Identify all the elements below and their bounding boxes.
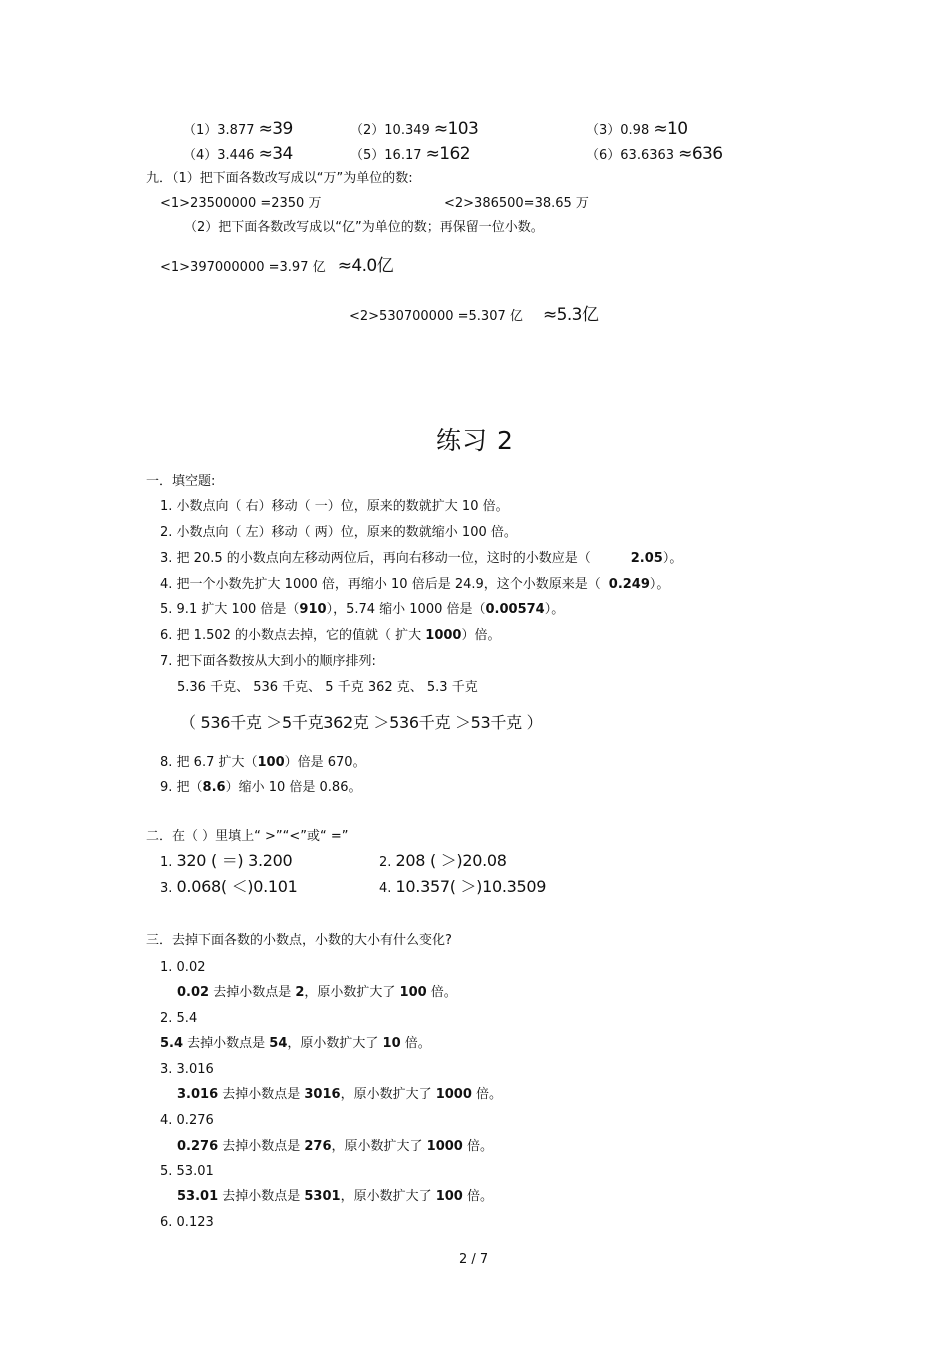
compare-number: 4. <box>379 881 392 896</box>
approx-label: （5）16.17 <box>350 148 422 163</box>
part3-item-number: 5. 53.01 <box>160 1164 214 1179</box>
answer-multiple: 100 <box>399 985 427 1000</box>
answer-multiple: 100 <box>435 1189 463 1204</box>
approx-value: ≈636 <box>678 144 723 164</box>
approx-item-3 <box>586 120 687 140</box>
answer-value: 3.016 <box>177 1087 219 1102</box>
answer-text: ，原小数扩大了 <box>340 1087 436 1102</box>
approx-value: ≈10 <box>653 119 688 139</box>
answer-text: 去掉小数点是 <box>209 985 296 1000</box>
approx-value: ≈162 <box>425 144 470 164</box>
item-text: 4. 把一个小数先扩大 1000 倍，再缩小 10 倍后是 24.9，这个小数原来是（ <box>160 577 601 592</box>
part2-compare-1 <box>160 852 292 872</box>
part1-item-9 <box>160 779 361 797</box>
answer-value: 0.02 <box>177 985 210 1000</box>
item-text: ）。 <box>544 602 565 617</box>
answer-multiple: 10 <box>382 1036 401 1051</box>
item-text: 5. 9.1 扩大 100 倍是（ <box>160 602 300 617</box>
item-text: ），5.74 缩小 1000 倍是（ <box>326 602 486 617</box>
part1-item-6 <box>160 627 501 645</box>
answer-text: ，原小数扩大了 <box>340 1189 436 1204</box>
part1-item-7: 7. 把下面各数按从大到小的顺序排列: <box>160 654 376 669</box>
answer-value: 0.276 <box>177 1139 219 1154</box>
answer-value: 53.01 <box>177 1189 219 1204</box>
approx-item-4 <box>183 145 293 165</box>
approx-value: ≈34 <box>258 144 293 164</box>
part2-compare-3 <box>160 878 298 898</box>
answer-result: 2 <box>295 985 305 1000</box>
part1-item-7-list: 5.36 千克、 536 千克、 5 千克 362 克、 5.3 千克 <box>177 680 478 695</box>
q9-b-text: <1>397000000 =3.97 亿 <box>160 260 326 275</box>
approx-label: （3）0.98 <box>586 123 650 138</box>
item-text: ）缩小 10 倍是 0.86。 <box>225 780 362 795</box>
part3-item-number: 6. 0.123 <box>160 1215 214 1230</box>
part2-compare-2 <box>379 852 507 872</box>
part1-heading: 一．填空题: <box>146 474 216 489</box>
part3-heading: 三．去掉下面各数的小数点，小数的大小有什么变化? <box>146 933 452 948</box>
approx-item-6 <box>586 145 722 165</box>
approx-label: （4）3.446 <box>183 148 255 163</box>
item-text: 9. 把（ <box>160 780 203 795</box>
approx-value: ≈103 <box>433 119 479 139</box>
item-answer: 2.05 <box>630 551 663 566</box>
q9-b-text: <2>530700000 =5.307 亿 <box>349 309 523 324</box>
compare-expression: 10.357( ＞)10.3509 <box>395 877 547 896</box>
approx-label: （2）10.349 <box>350 123 430 138</box>
part1-item-4 <box>160 576 669 594</box>
q9-b-answer-2 <box>349 306 598 326</box>
answer-result: 276 <box>304 1139 332 1154</box>
answer-result: 5301 <box>304 1189 341 1204</box>
part1-item-8 <box>160 754 366 772</box>
compare-expression: 0.068( ＜)0.101 <box>176 877 298 896</box>
part2-compare-4 <box>379 878 546 898</box>
approx-value: ≈39 <box>258 119 293 139</box>
answer-result: 3016 <box>304 1087 341 1102</box>
page-number: 2 / 7 <box>459 1252 489 1267</box>
q9-b-answer-1 <box>160 257 393 277</box>
item-text: ）倍。 <box>461 628 501 643</box>
approx-label: （1）3.877 <box>183 123 255 138</box>
part1-item-1: 1. 小数点向（ 右）移动（ 一）位，原来的数就扩大 10 倍。 <box>160 499 509 514</box>
compare-expression: 320 ( ＝) 3.200 <box>176 851 293 870</box>
item-text: 6. 把 1.502 的小数点去掉，它的值就（ 扩大 <box>160 628 422 643</box>
q9-answer-2: <2>386500=38.65 万 <box>444 196 589 211</box>
approx-item-2 <box>350 120 478 140</box>
answer-text: 倍。 <box>462 1189 493 1204</box>
answer-text: 去掉小数点是 <box>218 1189 305 1204</box>
item-answer: 910 <box>299 602 327 617</box>
part3-item-answer <box>177 1086 502 1104</box>
q9-heading: 九．（1）把下面各数改写成以“万”为单位的数: <box>146 171 413 186</box>
answer-text: ，原小数扩大了 <box>304 985 400 1000</box>
part3-item-number: 1. 0.02 <box>160 960 206 975</box>
part3-item-number: 2. 5.4 <box>160 1011 198 1026</box>
item-text: ）倍是 670。 <box>284 755 366 770</box>
q9-b-approx: ≈5.3亿 <box>543 305 599 325</box>
answer-text: 倍。 <box>426 985 457 1000</box>
part3-item-number: 3. 3.016 <box>160 1062 214 1077</box>
compare-number: 3. <box>160 881 173 896</box>
compare-number: 1. <box>160 855 173 870</box>
answer-multiple: 1000 <box>426 1139 463 1154</box>
part3-item-number: 4. 0.276 <box>160 1113 214 1128</box>
item-answer: 0.249 <box>608 577 650 592</box>
approx-item-1 <box>183 120 293 140</box>
answer-text: 去掉小数点是 <box>218 1139 305 1154</box>
item-answer: 0.00574 <box>485 602 545 617</box>
part3-item-answer <box>177 984 457 1002</box>
item-answer: 100 <box>257 755 285 770</box>
answer-text: 去掉小数点是 <box>183 1036 270 1051</box>
part3-item-answer <box>160 1035 431 1053</box>
q9-b-approx: ≈4.0亿 <box>337 256 394 276</box>
answer-text: 去掉小数点是 <box>218 1087 305 1102</box>
part2-heading: 二．在（ ）里填上“ >”“<”或“ =” <box>146 829 349 844</box>
item-text: ）。 <box>649 577 670 592</box>
answer-value: 5.4 <box>160 1036 184 1051</box>
item-text: ）。 <box>662 551 683 566</box>
answer-text: 倍。 <box>462 1139 493 1154</box>
answer-result: 54 <box>269 1036 288 1051</box>
item-answer: 8.6 <box>202 780 226 795</box>
item-text: 3. 把 20.5 的小数点向左移动两位后，再向右移动一位，这时的小数应是（ <box>160 551 591 566</box>
compare-expression: 208 ( ＞)20.08 <box>395 851 507 870</box>
section-title: 练习 2 <box>436 426 514 455</box>
answer-text: 倍。 <box>400 1036 431 1051</box>
item-text: 8. 把 6.7 扩大（ <box>160 755 258 770</box>
approx-label: （6）63.6363 <box>586 148 675 163</box>
part3-item-answer <box>177 1138 493 1156</box>
approx-item-5 <box>350 145 470 165</box>
answer-text: ，原小数扩大了 <box>287 1036 383 1051</box>
answer-text: 倍。 <box>471 1087 503 1102</box>
compare-number: 2. <box>379 855 392 870</box>
answer-multiple: 1000 <box>435 1087 472 1102</box>
answer-text: ，原小数扩大了 <box>331 1139 427 1154</box>
item-answer: 1000 <box>425 628 462 643</box>
part1-item-2: 2. 小数点向（ 左）移动（ 两）位，原来的数就缩小 100 倍。 <box>160 525 517 540</box>
q9-sub-heading: （2）把下面各数改写成以“亿”为单位的数；再保留一位小数。 <box>184 220 544 235</box>
part3-item-answer <box>177 1188 493 1206</box>
part1-item-3 <box>160 550 682 568</box>
q9-answer-1: <1>23500000 =2350 万 <box>160 196 322 211</box>
part1-item-5 <box>160 601 564 619</box>
part1-item-7-answer: （ 536千克 ＞5千克362克 ＞536千克 ＞53千克 ） <box>180 713 543 732</box>
